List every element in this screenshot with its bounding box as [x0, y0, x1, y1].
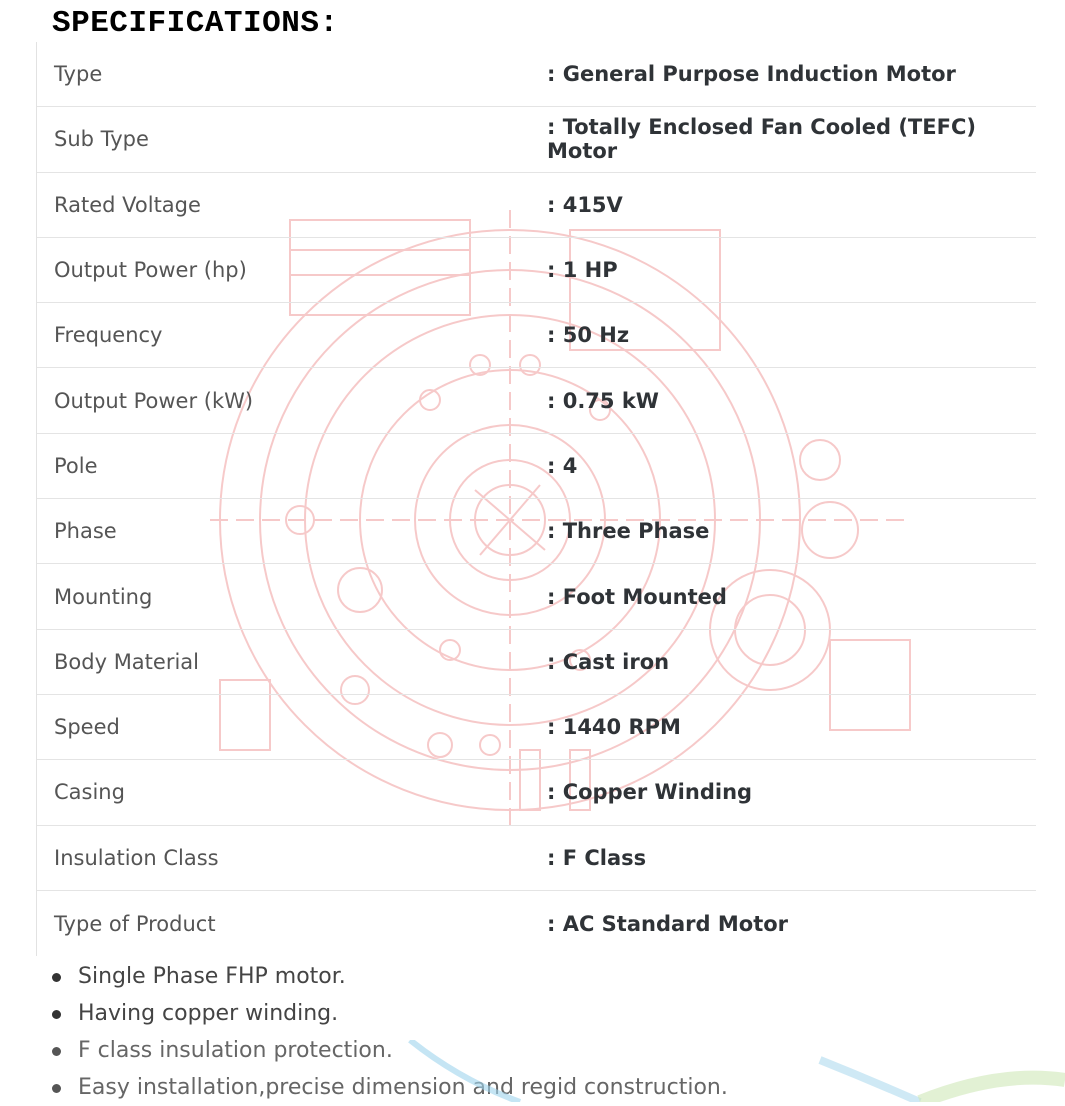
list-item — [0, 995, 1065, 1032]
spec-label: Speed — [54, 715, 120, 740]
spec-value: : Foot Mounted — [547, 584, 727, 609]
spec-value: : AC Standard Motor — [547, 911, 789, 936]
spec-row-phase — [37, 499, 1036, 564]
spec-label: Pole — [54, 453, 98, 478]
spec-value: : Totally Enclosed Fan Cooled (TEFC) Motor — [547, 115, 976, 164]
list-item — [0, 1069, 1065, 1106]
spec-value: : Cast iron — [547, 649, 670, 674]
spec-row-rated-voltage — [37, 173, 1036, 238]
spec-label: Frequency — [54, 323, 163, 348]
spec-value: : 4 — [547, 453, 578, 478]
spec-label: Body Material — [54, 649, 200, 674]
list-item — [0, 1032, 1065, 1069]
spec-value: : 0.75 kW — [547, 388, 659, 413]
spec-value: : 1440 RPM — [547, 715, 681, 740]
specifications-table — [36, 42, 1036, 956]
spec-label: Mounting — [54, 584, 153, 609]
spec-label: Phase — [54, 519, 117, 544]
spec-label: Output Power (hp) — [54, 258, 247, 283]
list-item — [0, 958, 1065, 995]
spec-row-output-power-kw — [37, 368, 1036, 433]
feature-list — [0, 958, 1065, 1106]
spec-label: Rated Voltage — [54, 192, 201, 217]
spec-label: Insulation Class — [54, 845, 219, 870]
spec-row-mounting — [37, 564, 1036, 629]
bullet-icon — [52, 1084, 61, 1093]
spec-row-type-of-product — [37, 891, 1036, 956]
feature-text: Single Phase FHP motor. — [78, 964, 346, 989]
spec-label: Type of Product — [54, 911, 216, 936]
feature-text: Having copper winding. — [78, 1001, 339, 1026]
bullet-icon — [52, 1047, 61, 1056]
spec-value: : General Purpose Induction Motor — [547, 62, 956, 87]
spec-row-speed — [37, 695, 1036, 760]
spec-row-type — [37, 42, 1036, 107]
spec-row-output-power-hp — [37, 238, 1036, 303]
spec-row-insulation-class — [37, 826, 1036, 891]
spec-label: Sub Type — [54, 127, 149, 152]
bullet-icon — [52, 973, 61, 982]
spec-label: Casing — [54, 780, 125, 805]
spec-value: : F Class — [547, 845, 647, 870]
spec-value: : 1 HP — [547, 258, 618, 283]
spec-value: : 50 Hz — [547, 323, 630, 348]
spec-row-pole — [37, 434, 1036, 499]
spec-value: : Three Phase — [547, 519, 710, 544]
spec-row-casing — [37, 760, 1036, 825]
page-title: SPECIFICATIONS: — [52, 6, 339, 41]
spec-label: Type — [54, 62, 103, 87]
spec-label: Output Power (kW) — [54, 388, 254, 413]
feature-text: Easy installation,precise dimension and regid construction. — [78, 1075, 728, 1100]
spec-row-frequency — [37, 303, 1036, 368]
spec-row-body-material — [37, 630, 1036, 695]
bullet-icon — [52, 1010, 61, 1019]
feature-text: F class insulation protection. — [78, 1038, 393, 1063]
spec-value: : Copper Winding — [547, 780, 753, 805]
spec-row-sub-type — [37, 107, 1036, 172]
spec-value: : 415V — [547, 192, 623, 217]
